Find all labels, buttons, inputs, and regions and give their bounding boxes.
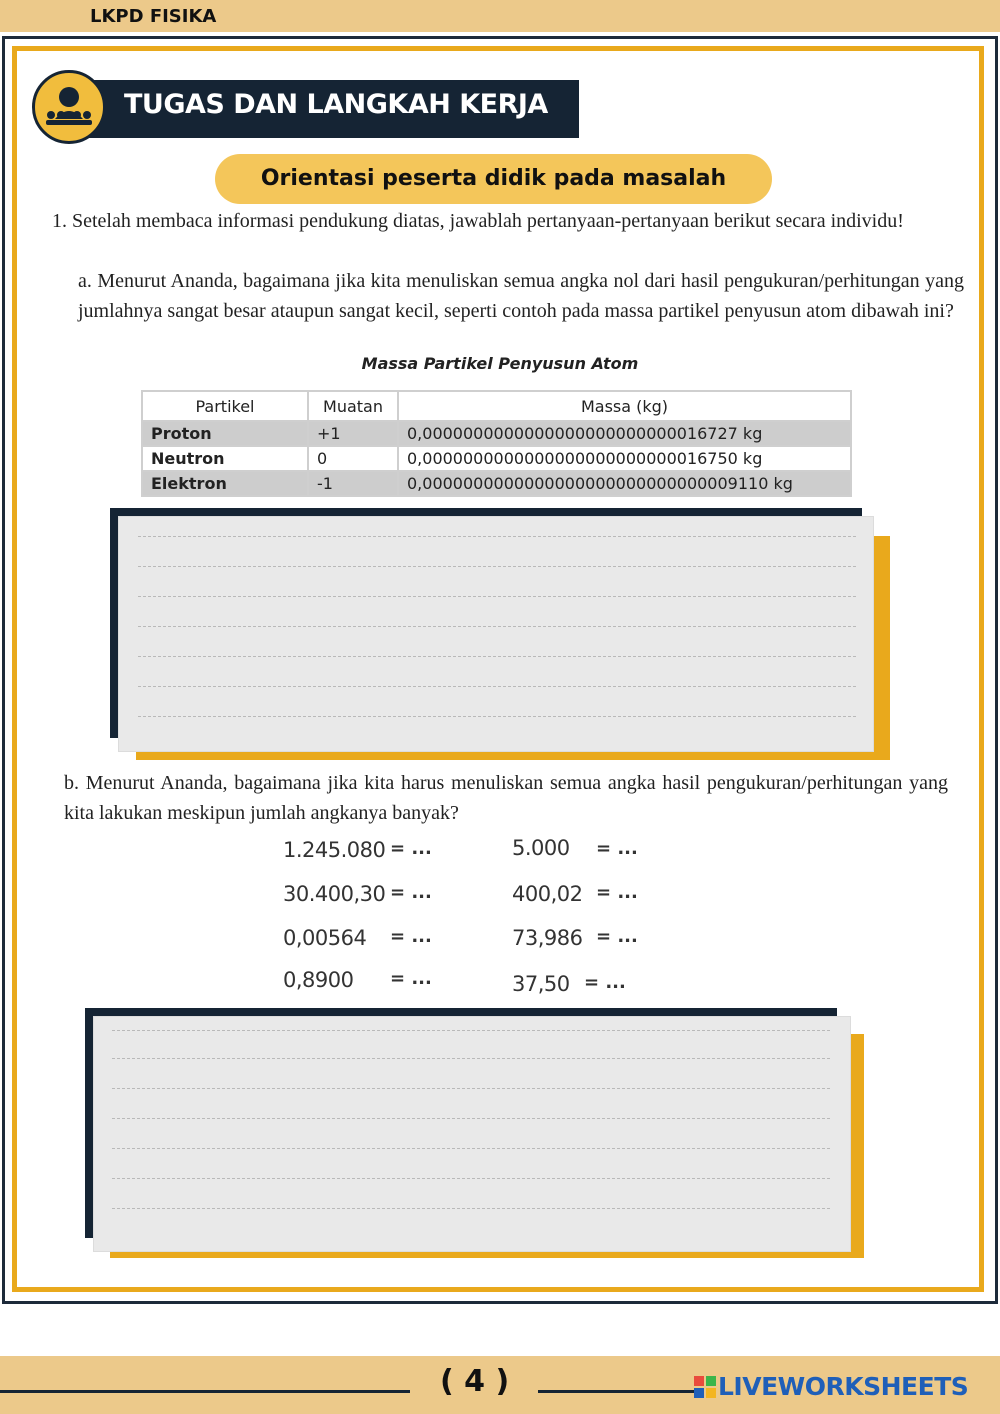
question-1a: a. Menurut Ananda, bagaimana jika kita menuliskan semua angka nol dari hasil pengukuran/perhitungan yang jumlahnya sangat besar ataupun sangat kecil, seperti contoh pada massa partikel penyusun atom dibawah ini?: [78, 270, 964, 322]
subtitle-text: Orientasi peserta didik pada masalah: [260, 166, 727, 191]
table-cell: +1: [308, 421, 398, 446]
number-value: 30.400,30: [283, 882, 386, 906]
number-value: 37,50: [512, 972, 570, 996]
table-header-cell: Muatan: [308, 391, 398, 421]
number-value: 0,8900: [283, 968, 354, 992]
footer-rule-left: [0, 1390, 410, 1393]
document-title: LKPD FISIKA: [90, 6, 217, 27]
table-cell: Neutron: [142, 446, 308, 471]
table-cell: Elektron: [142, 471, 308, 496]
equals-blank[interactable]: = ...: [390, 968, 432, 989]
equals-blank[interactable]: = ...: [584, 972, 626, 993]
table-row: [142, 446, 851, 471]
table-cell: 0,0000000000000000000000000000009110 kg: [398, 471, 851, 496]
liveworksheets-logo-icon: [694, 1376, 716, 1398]
number-value: 5.000: [512, 836, 570, 860]
page-number: ( 4 ): [440, 1364, 510, 1399]
table-row: [142, 421, 851, 446]
equals-blank[interactable]: = ...: [390, 926, 432, 947]
number-value: 0,00564: [283, 926, 367, 950]
table-cell: 0,0000000000000000000000000016750 kg: [398, 446, 851, 471]
equals-blank[interactable]: = ...: [390, 882, 432, 903]
table-row: [142, 471, 851, 496]
table-header-row: [142, 391, 851, 421]
table-cell: 0,0000000000000000000000000016727 kg: [398, 421, 851, 446]
table-header-cell: Partikel: [142, 391, 308, 421]
equals-blank[interactable]: = ...: [596, 926, 638, 947]
group-icon: [32, 70, 106, 144]
number-value: 400,02: [512, 882, 583, 906]
table-header-cell: Massa (kg): [398, 391, 851, 421]
question-1-intro: 1. Setelah membaca informasi pendukung diatas, jawablah pertanyaan-pertanyaan berikut secara individu!: [52, 210, 904, 232]
table-title: Massa Partikel Penyusun Atom: [361, 354, 639, 373]
number-value: 73,986: [512, 926, 583, 950]
number-value: 1.245.080: [283, 838, 386, 862]
equals-blank[interactable]: = ...: [596, 838, 638, 859]
section-title: TUGAS DAN LANGKAH KERJA: [124, 89, 548, 120]
table-cell: -1: [308, 471, 398, 496]
subtitle-pill: [215, 154, 772, 204]
footer-rule-right: [538, 1390, 698, 1393]
top-band: [0, 0, 1000, 32]
equals-blank[interactable]: = ...: [390, 838, 432, 859]
table-cell: 0: [308, 446, 398, 471]
table-cell: Proton: [142, 421, 308, 446]
equals-blank[interactable]: = ...: [596, 882, 638, 903]
liveworksheets-brand[interactable]: LIVEWORKSHEETS: [718, 1372, 969, 1401]
section-header: [64, 80, 579, 138]
particle-mass-table: [141, 390, 852, 497]
question-1b: b. Menurut Ananda, bagaimana jika kita harus menuliskan semua angka hasil pengukuran/perhitungan yang kita lakukan meskipun jumlah angkanya banyak?: [64, 772, 948, 824]
